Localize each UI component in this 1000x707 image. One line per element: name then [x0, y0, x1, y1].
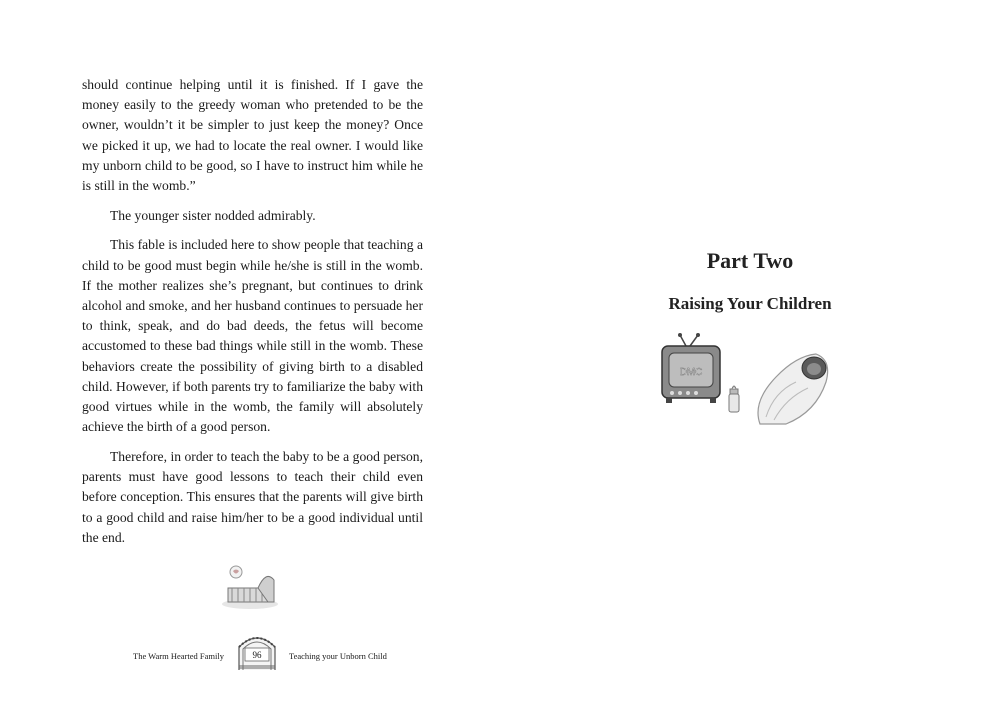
- paragraph-3: This fable is included here to show people that teaching a child to be good must begin while he/she is still in the womb. If the mother realizes she’s pregnant, but continues to drink alcohol and smoke, and her husband continues to persuade her to think, speak, and do bad deeds, the fetus will become accustomed to these bad things while still in the womb. These behaviors create the possibility of giving birth to a disabled child. However, if both parents try to familiarize the baby with good virtues while in the womb, the family will absolutely achieve the birth of a good person.: [82, 237, 423, 435]
- tv-screen-text: DMC: [679, 367, 703, 378]
- paragraph-1: should continue helping until it is finished. If I gave the money easily to the greedy woman who pretended to be the owner, wouldn’t it be simpler to just keep the money? Once we picked it up, we had to locate the real owner. I would like my unborn child to be good, so I have to instruct him while he is still in the womb.”: [82, 77, 423, 194]
- part-title: Part Two: [706, 248, 794, 273]
- tv-and-baby-illustration: [656, 332, 832, 432]
- part-subtitle: Raising Your Children: [668, 294, 832, 313]
- body-text: [82, 75, 423, 557]
- paragraph-2: The younger sister nodded admirably.: [110, 207, 316, 223]
- paragraph-4: Therefore, in order to teach the baby to be a good person, parents must have good lessons to teach their child even before conception. This ensures that the parents will give birth to a good child and raise him/her to be a good individual until the end.: [82, 448, 423, 545]
- right-page: [500, 0, 1000, 707]
- footer-chapter-title: Teaching your Unborn Child: [289, 651, 387, 661]
- page-number: 96: [252, 650, 262, 660]
- page-footer: [0, 630, 500, 670]
- crib-illustration: [218, 560, 282, 612]
- footer-book-title: The Warm Hearted Family: [133, 651, 224, 661]
